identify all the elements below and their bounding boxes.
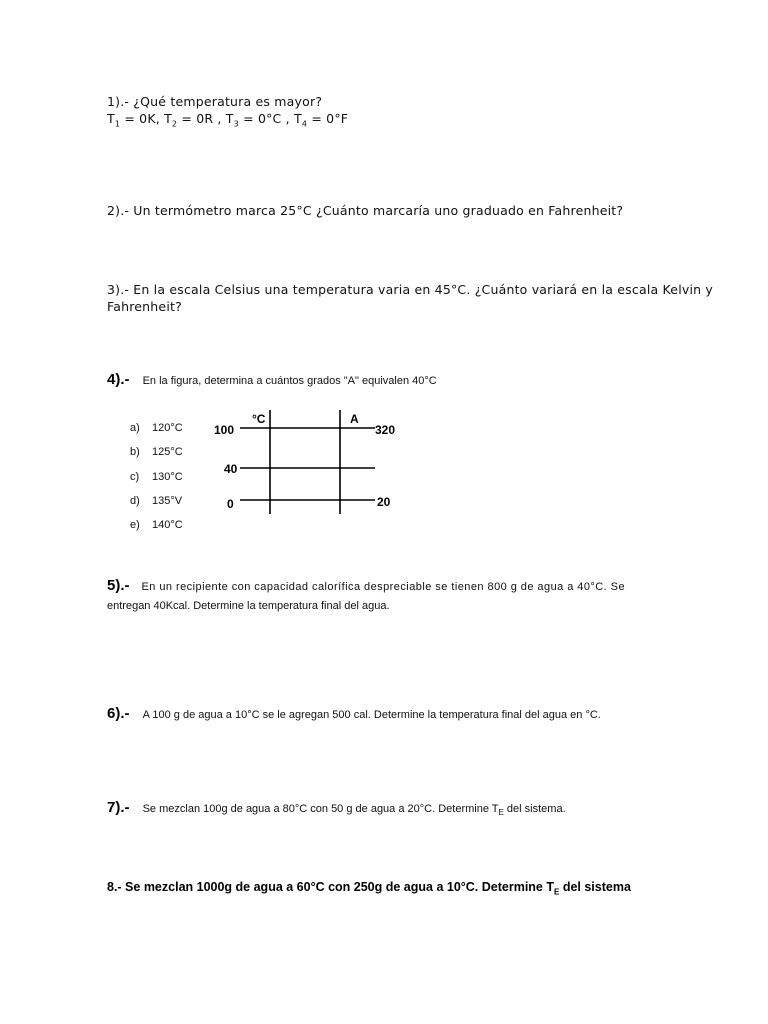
question-8: 8.- Se mezclan 1000g de agua a 60°C con 250g de agua a 10°C. Determine $T_E$ del sistema bbox=[107, 880, 631, 897]
question-3-line-1: 3).- En la escala Celsius una temperatura varia en 45°C. ¿Cuánto variará en la escala Kelvin y bbox=[107, 282, 714, 297]
celsius-header-label: °C bbox=[252, 412, 266, 426]
celsius-40-label: 40 bbox=[224, 462, 238, 476]
option-b: b) 125°C bbox=[130, 446, 183, 459]
question-4-prompt: En la figura, determina a cuántos grados "A" equivalen 40°C bbox=[142, 375, 437, 387]
question-7-number: 7).- bbox=[107, 799, 130, 816]
question-6-number: 6).- bbox=[107, 705, 130, 722]
a-20-label: 20 bbox=[377, 495, 391, 509]
thermometer-scale-diagram bbox=[200, 400, 420, 525]
question-1-values: $T_1 = 0K$, $T_2 = 0R$ , $T_3 = 0^\circ C$ , $T_4 = 0^\circ F$ bbox=[107, 111, 349, 129]
question-7-text: Se mezclan 100g de agua a 80°C con 50 g de agua a 20°C. Determine $T_E$ del sistema. bbox=[142, 803, 566, 818]
question-4-header bbox=[107, 369, 437, 388]
option-a: a) 120°C bbox=[130, 422, 183, 434]
celsius-0-label: 0 bbox=[227, 497, 234, 511]
question-7 bbox=[107, 797, 566, 817]
a-header-label: A bbox=[350, 412, 359, 426]
question-6-text: A 100 g de agua a 10°C se le agregan 500 cal. Determine la temperatura final del agua en °C. bbox=[142, 709, 601, 721]
option-e: e) 140°C bbox=[130, 519, 183, 532]
a-320-label: 320 bbox=[375, 423, 396, 437]
question-1 bbox=[107, 94, 348, 129]
question-5-text-line-2: entregan 40Kcal. Determine la temperatura final del agua. bbox=[107, 600, 390, 612]
question-4-number: 4).- bbox=[107, 371, 130, 388]
question-5-text-line-1: En un recipiente con capacidad calorífica despreciable se tienen 800 g de agua a 40°C. Se bbox=[141, 581, 626, 593]
option-d: d) 135°V bbox=[130, 494, 183, 507]
question-4-options bbox=[130, 416, 183, 537]
question-5 bbox=[107, 577, 660, 612]
question-2: 2).- Un termómetro marca 25°C ¿Cuánto marcaría uno graduado en Fahrenheit? bbox=[107, 203, 624, 218]
option-c: c) 130°C bbox=[130, 470, 183, 483]
question-3 bbox=[107, 281, 713, 315]
question-5-line-1 bbox=[107, 577, 660, 594]
question-6 bbox=[107, 703, 601, 722]
celsius-100-label: 100 bbox=[214, 423, 235, 437]
question-1-prompt: 1).- ¿Qué temperatura es mayor? bbox=[107, 94, 323, 109]
question-5-number: 5).- bbox=[107, 577, 130, 594]
question-3-line-2: Fahrenheit? bbox=[107, 299, 182, 314]
